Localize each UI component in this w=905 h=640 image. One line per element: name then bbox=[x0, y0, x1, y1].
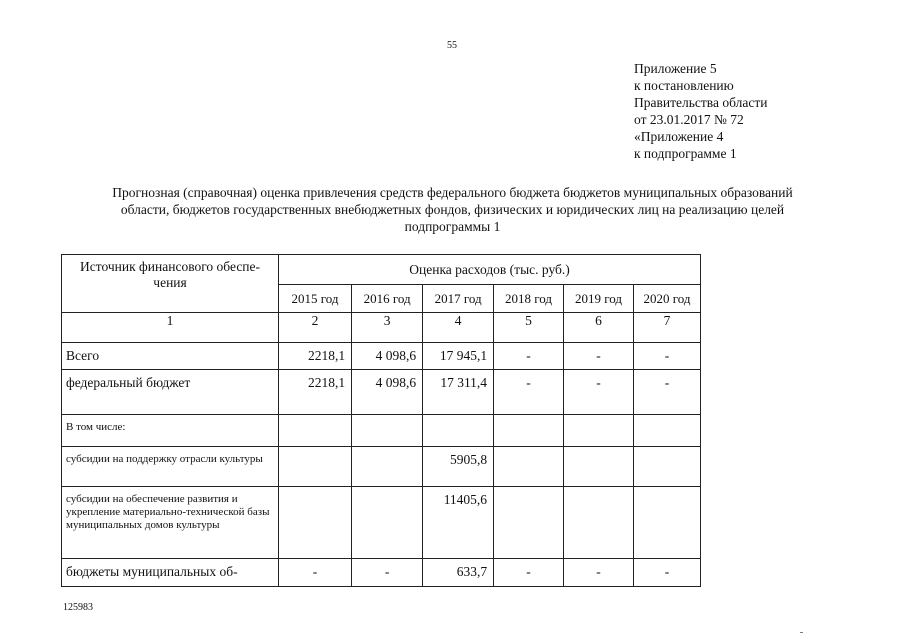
year-header: 2017 год bbox=[423, 285, 494, 313]
appendix-line: Приложение 5 bbox=[634, 61, 717, 76]
column-number: 3 bbox=[352, 313, 423, 343]
row-label: бюджеты муниципальных об- bbox=[62, 559, 279, 587]
value-cell: - bbox=[564, 370, 634, 415]
value-cell bbox=[279, 447, 352, 487]
year-header: 2020 год bbox=[634, 285, 701, 313]
year-header: 2018 год bbox=[494, 285, 564, 313]
value-cell: 5905,8 bbox=[423, 447, 494, 487]
value-cell bbox=[352, 487, 423, 559]
column-number: 7 bbox=[634, 313, 701, 343]
value-cell bbox=[352, 415, 423, 447]
value-cell: - bbox=[494, 559, 564, 587]
row-label: субсидии на поддержку отрасли культуры bbox=[62, 447, 279, 487]
table-row-culture-subsidy bbox=[62, 447, 701, 487]
value-cell: 17 945,1 bbox=[423, 343, 494, 370]
value-cell: - bbox=[564, 559, 634, 587]
column-number: 6 bbox=[564, 313, 634, 343]
value-cell bbox=[564, 487, 634, 559]
value-cell bbox=[494, 415, 564, 447]
value-cell: 11405,6 bbox=[423, 487, 494, 559]
value-cell: - bbox=[494, 343, 564, 370]
value-cell bbox=[279, 487, 352, 559]
source-header bbox=[62, 255, 279, 313]
row-label: федеральный бюджет bbox=[62, 370, 279, 415]
footer-document-code: 125983 bbox=[63, 602, 93, 613]
value-cell: - bbox=[352, 559, 423, 587]
title-line: Прогнозная (справочная) оценка привлечения средств федерального бюджета бюджетов муниципальных образований bbox=[112, 185, 793, 200]
year-header: 2019 год bbox=[564, 285, 634, 313]
value-cell: 2218,1 bbox=[279, 370, 352, 415]
value-cell: 2218,1 bbox=[279, 343, 352, 370]
appendix-line: Правительства области bbox=[634, 95, 768, 110]
appendix-reference bbox=[634, 60, 767, 162]
budget-estimate-table bbox=[61, 254, 701, 587]
source-header-line: Источник финансового обеспе- bbox=[80, 259, 261, 274]
appendix-line: «Приложение 4 bbox=[634, 129, 724, 144]
table-row-culture-houses-subsidy bbox=[62, 487, 701, 559]
value-cell bbox=[494, 487, 564, 559]
value-cell: - bbox=[634, 370, 701, 415]
title-line: области, бюджетов государственных внебюджетных фондов, физических и юридических лиц на реализацию целей bbox=[120, 202, 785, 217]
column-number: 4 bbox=[423, 313, 494, 343]
appendix-line: к подпрограмме 1 bbox=[634, 146, 737, 161]
value-cell: - bbox=[634, 343, 701, 370]
row-label: субсидии на обеспечение развития и укрепление материально-технической базы муниципальных домов культуры bbox=[62, 487, 279, 559]
value-cell: 633,7 bbox=[423, 559, 494, 587]
table-row-federal bbox=[62, 370, 701, 415]
scan-mark bbox=[800, 632, 803, 633]
value-cell bbox=[423, 415, 494, 447]
table-row-including bbox=[62, 415, 701, 447]
page-number: 55 bbox=[447, 40, 457, 51]
source-header-line: чения bbox=[153, 275, 187, 290]
year-header: 2016 год bbox=[352, 285, 423, 313]
value-cell bbox=[564, 415, 634, 447]
appendix-line: от 23.01.2017 № 72 bbox=[634, 112, 744, 127]
column-number-row bbox=[62, 313, 701, 343]
value-cell bbox=[634, 415, 701, 447]
value-cell: - bbox=[279, 559, 352, 587]
estimate-header: Оценка расходов (тыс. руб.) bbox=[279, 255, 701, 285]
row-label: В том числе: bbox=[62, 415, 279, 447]
value-cell bbox=[634, 447, 701, 487]
table-row-total bbox=[62, 343, 701, 370]
row-label: Всего bbox=[62, 343, 279, 370]
title-line: подпрограммы 1 bbox=[404, 219, 501, 234]
column-number: 1 bbox=[62, 313, 279, 343]
value-cell bbox=[564, 447, 634, 487]
value-cell: - bbox=[634, 559, 701, 587]
value-cell bbox=[352, 447, 423, 487]
value-cell: 4 098,6 bbox=[352, 343, 423, 370]
value-cell: 17 311,4 bbox=[423, 370, 494, 415]
year-header: 2015 год bbox=[279, 285, 352, 313]
value-cell bbox=[634, 487, 701, 559]
column-number: 2 bbox=[279, 313, 352, 343]
table-header-row bbox=[62, 255, 701, 285]
value-cell bbox=[494, 447, 564, 487]
value-cell bbox=[279, 415, 352, 447]
value-cell: - bbox=[494, 370, 564, 415]
document-title bbox=[55, 184, 850, 235]
value-cell: 4 098,6 bbox=[352, 370, 423, 415]
appendix-line: к постановлению bbox=[634, 78, 734, 93]
table-row-municipal bbox=[62, 559, 701, 587]
column-number: 5 bbox=[494, 313, 564, 343]
value-cell: - bbox=[564, 343, 634, 370]
